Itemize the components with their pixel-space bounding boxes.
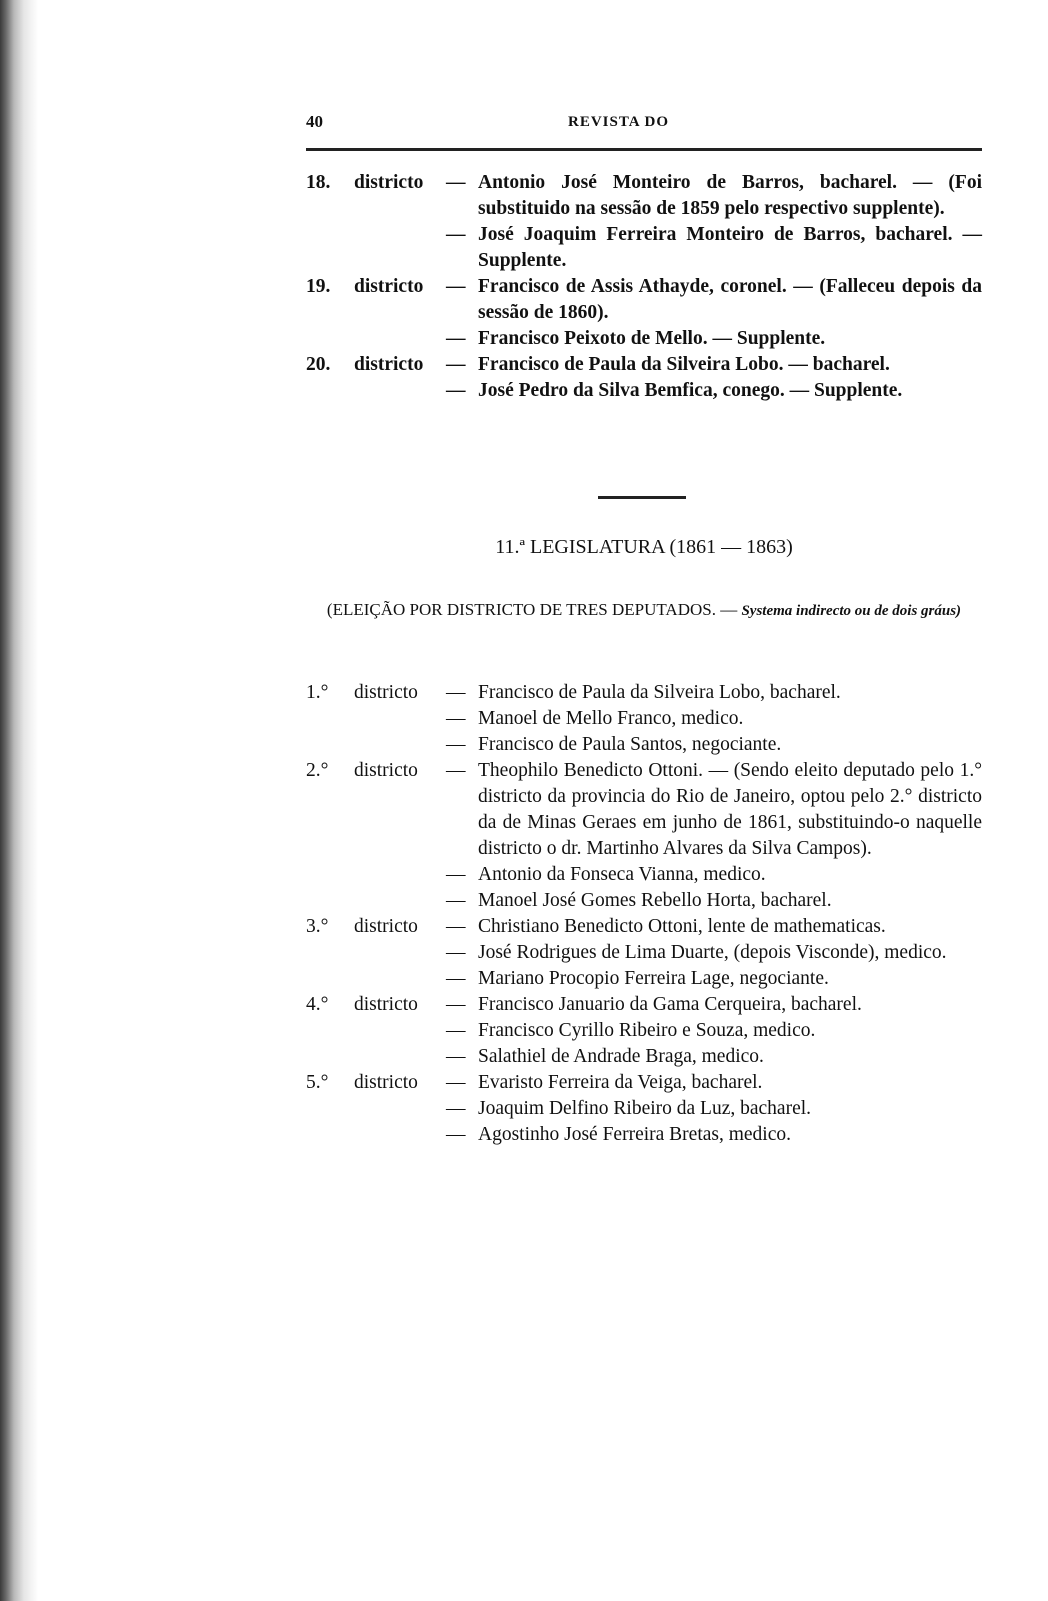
entry-dash: — [446, 864, 466, 885]
entry-text: Francisco de Paula Santos, negociante. [478, 734, 782, 755]
election-note-italic: Systema indirecto ou de dois gráus) [741, 603, 962, 619]
entry-dash: — [446, 1020, 466, 1041]
list-item [306, 170, 982, 222]
district-label: districto [354, 994, 418, 1015]
election-note-main: (ELEIÇÃO POR DISTRICTO DE TRES DEPUTADOS. — [326, 600, 738, 619]
list-item [306, 862, 982, 888]
district-number: 5.° [306, 1072, 329, 1093]
entry-text: Mariano Procopio Ferreira Lage, negociante. [478, 968, 829, 989]
entry-text: Manoel de Mello Franco, medico. [478, 708, 744, 729]
entry-dash: — [446, 994, 466, 1015]
entry-text: Francisco de Assis Athayde, coronel. — (Falleceu depois da sessão de 1860). [478, 276, 982, 323]
entry-dash: — [446, 708, 466, 729]
district-number: 2.° [306, 760, 329, 781]
entry-dash: — [446, 890, 466, 911]
list-item [306, 914, 982, 940]
entry-text: Christiano Benedicto Ottoni, lente de mathematicas. [478, 916, 886, 937]
entry-dash: — [446, 682, 466, 703]
entry-text: Antonio da Fonseca Vianna, medico. [478, 864, 766, 885]
list-item [306, 706, 982, 732]
entry-dash: — [446, 1124, 466, 1145]
running-title: REVISTA DO [568, 114, 669, 130]
entry-dash: — [446, 1046, 466, 1067]
entry-dash: — [446, 380, 466, 401]
entry-dash: — [446, 224, 466, 245]
entry-dash: — [446, 172, 466, 193]
list-item [306, 940, 982, 966]
district-label: districto [354, 760, 418, 781]
entry-text: José Pedro da Silva Bemfica, conego. — Supplente. [478, 380, 903, 401]
list-item [306, 888, 982, 914]
entry-dash: — [446, 354, 466, 375]
election-note [306, 598, 982, 623]
entry-text: Joaquim Delfino Ribeiro da Luz, bacharel. [478, 1098, 812, 1119]
district-label: districto [354, 682, 418, 703]
header-rule [306, 148, 982, 151]
entry-dash: — [446, 1072, 466, 1093]
entry-text: José Rodrigues de Lima Duarte, (depois Visconde), medico. [478, 942, 947, 963]
list-item [306, 680, 982, 706]
entry-dash: — [446, 760, 466, 781]
list-item [306, 1070, 982, 1096]
list-item [306, 352, 982, 378]
entry-text: José Joaquim Ferreira Monteiro de Barros, bacharel. — Supplente. [478, 224, 982, 271]
entry-text: Francisco de Paula da Silveira Lobo. — bacharel. [478, 354, 890, 375]
entry-text: Manoel José Gomes Rebello Horta, bacharel. [478, 890, 832, 911]
district-number: 4.° [306, 994, 329, 1015]
district-list-11th [306, 680, 982, 1148]
section-separator [598, 496, 686, 499]
district-label: districto [354, 916, 418, 937]
district-label: districto [354, 1072, 418, 1093]
entry-text: Francisco Peixoto de Mello. — Supplente. [478, 328, 826, 349]
district-label: districto [354, 172, 424, 193]
district-number: 1.° [306, 682, 329, 703]
entry-dash: — [446, 1098, 466, 1119]
entry-dash: — [446, 916, 466, 937]
list-item [306, 378, 982, 404]
list-item [306, 732, 982, 758]
entry-text: Salathiel de Andrade Braga, medico. [478, 1046, 764, 1067]
book-spine-shadow [0, 0, 38, 1601]
list-item [306, 222, 982, 274]
district-number: 18. [306, 172, 331, 193]
entry-dash: — [446, 276, 466, 297]
list-item [306, 758, 982, 862]
entry-text: Theophilo Benedicto Ottoni. — (Sendo eleito deputado pelo 1.° districto da provincia do Rio de Janeiro, optou pelo 2.° districto da de Minas Geraes em junho de 1861, substituindo-o naquelle districto o dr. Martinho Alvares da Silva Campos). [478, 760, 982, 859]
entry-text: Francisco Januario da Gama Cerqueira, bacharel. [478, 994, 862, 1015]
entry-dash: — [446, 968, 466, 989]
district-list-10th [306, 170, 982, 404]
list-item [306, 1018, 982, 1044]
district-label: districto [354, 276, 424, 297]
list-item [306, 1044, 982, 1070]
district-number: 20. [306, 354, 331, 375]
district-number: 19. [306, 276, 331, 297]
district-label: districto [354, 354, 424, 375]
list-item [306, 966, 982, 992]
list-item [306, 1096, 982, 1122]
entry-text: Evaristo Ferreira da Veiga, bacharel. [478, 1072, 763, 1093]
entry-text: Francisco Cyrillo Ribeiro e Souza, medico. [478, 1020, 816, 1041]
entry-text: Francisco de Paula da Silveira Lobo, bacharel. [478, 682, 841, 703]
list-item [306, 326, 982, 352]
entry-text: Agostinho José Ferreira Bretas, medico. [478, 1124, 792, 1145]
list-item [306, 1122, 982, 1148]
page-number: 40 [306, 112, 323, 131]
list-item [306, 274, 982, 326]
entry-dash: — [446, 328, 466, 349]
district-number: 3.° [306, 916, 329, 937]
entry-dash: — [446, 734, 466, 755]
legislature-heading: 11.ª LEGISLATURA (1861 — 1863) [495, 536, 793, 558]
list-item [306, 992, 982, 1018]
entry-dash: — [446, 942, 466, 963]
entry-text: Antonio José Monteiro de Barros, bacharel. — (Foi substituido na sessão de 1859 pelo respectivo supplente). [478, 172, 982, 219]
